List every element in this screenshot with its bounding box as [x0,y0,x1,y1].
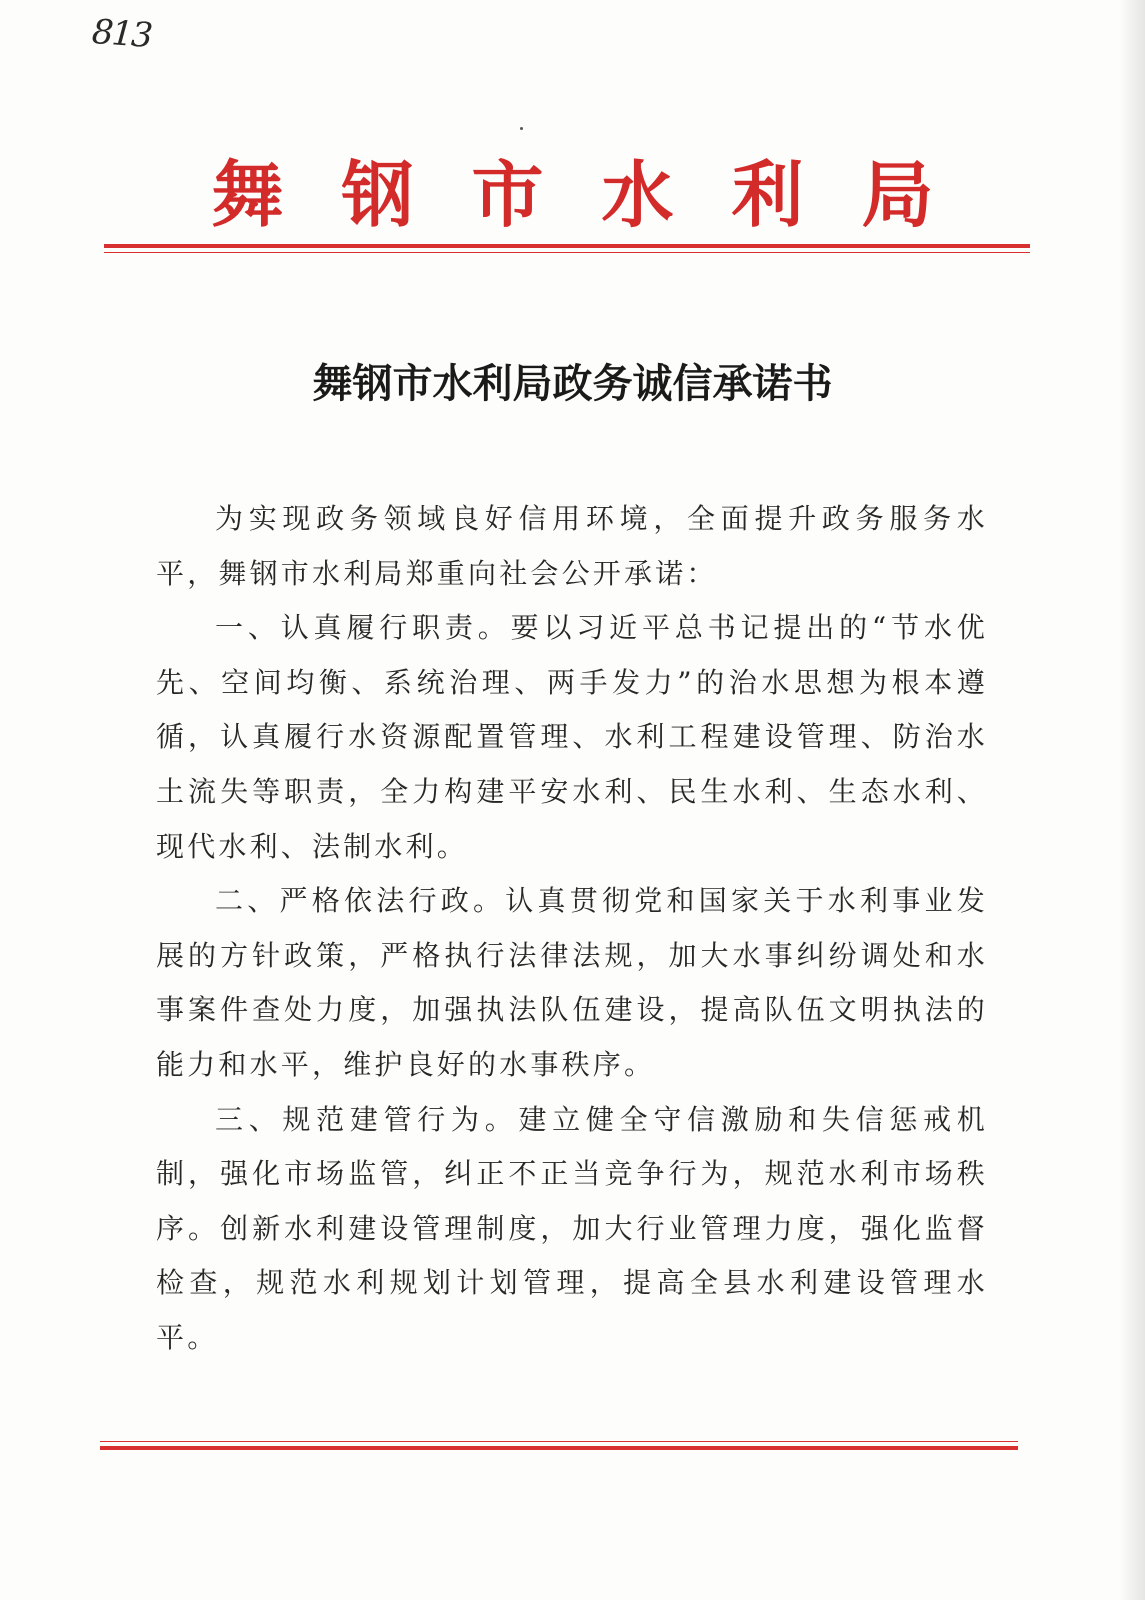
paragraph-intro: 为实现政务领域良好信用环境，全面提升政务服务水平，舞钢市水利局郑重向社会公开承诺： [156,502,988,590]
ink-speck [520,127,523,130]
scan-edge-shadow [1119,0,1145,1600]
document-body [156,492,988,1366]
letterhead-org-name: 舞钢市水利局 [211,152,992,237]
letterhead-red-rule-thin [104,252,1030,253]
footer-red-rule-thin [100,1441,1018,1442]
letterhead-red-rule-thick [104,244,1030,248]
paragraph-item-3: 三、规范建管行为。建立健全守信激励和失信惩戒机制，强化市场监管，纠正不正当竞争行为，规范水利市场秩序。创新水利建设管理制度，加大行业管理力度，强化监督检查，规范水利规划计划管理，提高全县水利建设管理水平。 [156,1102,988,1354]
footer-red-rule-thick [100,1446,1018,1450]
paragraph-item-2: 二、严格依法行政。认真贯彻党和国家关于水利事业发展的方针政策，严格执行法律法规，加大水事纠纷调处和水事案件查处力度，加强执法队伍建设，提高队伍文明执法的能力和水平，维护良好的水事秩序。 [156,884,988,1081]
handwritten-page-number: 813 [90,11,153,57]
document-title: 舞钢市水利局政务诚信承诺书 [312,360,833,407]
paragraph-item-1: 一、认真履行职责。要以习近平总书记提出的“节水优先、空间均衡、系统治理、两手发力”的治水思想为根本遵循，认真履行水资源配置管理、水利工程建设管理、防治水土流失等职责，全力构建平安水利、民生水利、生态水利、现代水利、法制水利。 [156,611,988,863]
